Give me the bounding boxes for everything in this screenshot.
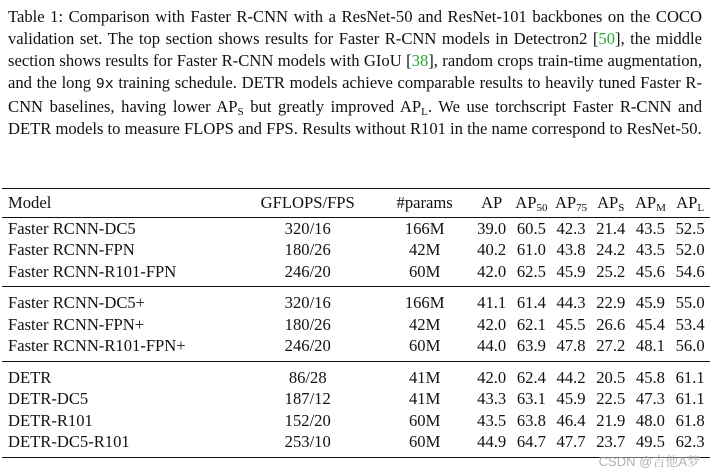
cell-apm: 45.8 [635,367,665,387]
cell-ap50: 61.0 [516,240,546,259]
header-apl [670,189,710,218]
cell-apm: 49.5 [635,432,665,451]
cell-ap75: 47.8 [556,336,586,355]
cell-ap50: 62.1 [516,314,546,334]
cell-model: Faster RCNN-R101-FPN+ [8,336,186,355]
cell-aps: 21.4 [596,218,626,238]
cell-apl: 53.4 [675,314,705,334]
caption-text-4: training schedule. DETR models achieve comparable results to heavily tuned Faster R-CNN baselines, having lower AP [8,73,702,116]
table-row [2,261,710,287]
cell-ap: 44.9 [477,432,507,451]
header-ap50-sub: 50 [536,202,548,214]
cell-model: Faster RCNN-R101-FPN [8,261,177,281]
cell-ap75: 46.4 [556,410,586,430]
csdn-watermark: CSDN @吉他A梦 [599,451,700,470]
header-ap: AP [481,193,503,212]
cell-ap50: 60.5 [516,218,546,238]
cell-params: 60M [408,410,441,430]
cell-params: 60M [408,261,441,281]
cell-ap: 42.0 [477,261,507,281]
cell-apl: 52.5 [675,218,705,238]
cell-model: Faster RCNN-FPN [8,240,135,259]
cell-ap50: 63.1 [516,389,546,408]
cell-apm: 45.9 [635,293,665,312]
header-ap75 [551,189,591,218]
cell-params: 60M [408,432,441,451]
cell-params: 166M [404,293,445,312]
cell-ap75: 45.9 [556,261,586,281]
header-aps-base: AP [597,193,619,212]
cell-apm: 48.1 [635,336,665,355]
cell-apl: 61.1 [675,367,705,387]
citation-link-50[interactable]: 50 [598,29,615,48]
table-section-detr [2,361,710,457]
cell-apl: 61.8 [675,410,705,430]
caption-text-5: but greatly improved AP [243,97,422,116]
cell-ap75: 47.7 [556,432,586,451]
cell-ap75: 42.3 [556,218,586,238]
cell-ap50: 62.5 [516,261,546,281]
table-row [2,314,710,336]
cell-gflops: 320/16 [284,218,331,238]
cell-gflops: 246/20 [284,261,331,281]
citation-link-38[interactable]: 38 [411,51,429,70]
cell-gflops: 246/20 [284,336,331,355]
cell-ap50: 63.8 [516,410,546,430]
cell-ap: 43.5 [477,410,507,430]
cell-apm: 45.4 [635,314,665,334]
table-row [2,239,710,261]
cell-apl: 62.3 [675,432,705,451]
cell-gflops: 253/10 [284,432,331,451]
cell-gflops: 187/12 [284,389,331,408]
header-model: Model [8,193,52,212]
table-caption [8,6,702,140]
caption-sub-s: S [237,106,244,118]
cell-aps: 22.9 [596,293,626,312]
cell-model: DETR [8,367,52,387]
cell-aps: 22.5 [596,389,626,408]
cell-ap50: 64.7 [516,432,546,451]
results-table [2,188,710,458]
cell-model: Faster RCNN-FPN+ [8,314,145,334]
cell-gflops: 180/26 [284,314,331,334]
cell-ap: 42.0 [477,367,507,387]
cell-ap75: 44.3 [556,293,586,312]
cell-aps: 21.9 [596,410,626,430]
header-apm-base: AP [634,193,657,212]
header-apm [631,189,671,218]
cell-params: 42M [408,314,441,334]
cell-ap: 39.0 [477,218,507,238]
cell-model: Faster RCNN-DC5 [8,218,136,238]
cell-apm: 43.5 [635,240,665,259]
cell-ap75: 45.5 [556,314,586,334]
cell-aps: 24.2 [596,240,626,259]
cell-params: 60M [408,336,441,355]
caption-sub-l: L [421,106,428,118]
caption-text-1: Table 1: Comparison with Faster R-CNN with a ResNet-50 and ResNet-101 backbones on the COCO validation set. The top section shows results for Faster R-CNN models in Detectron2 [ [8,7,702,48]
table-row [2,287,710,314]
cell-apm: 48.0 [635,410,665,430]
cell-model: DETR-DC5-R101 [8,432,130,451]
table-row [2,410,710,432]
cell-params: 41M [408,367,441,387]
header-apl-sub: L [697,202,705,214]
cell-ap50: 62.4 [516,367,546,387]
cell-params: 166M [404,218,445,238]
cell-ap50: 61.4 [516,293,546,312]
cell-apm: 43.5 [635,218,665,238]
cell-apm: 45.6 [635,261,665,281]
cell-ap75: 45.9 [556,389,586,408]
table-row [2,361,710,388]
caption-text-2: ], the middle section shows results for Faster R-CNN models with GIoU [ [8,29,702,70]
header-aps-sub: S [618,202,625,214]
header-gflops-fps: GFLOPS/FPS [260,193,355,212]
cell-gflops: 152/20 [284,410,331,430]
cell-gflops: 86/28 [288,367,327,387]
cell-aps: 23.7 [596,432,626,451]
cell-aps: 20.5 [596,367,626,387]
cell-apl: 52.0 [675,240,705,259]
cell-model: Faster RCNN-DC5+ [8,293,146,312]
header-apl-base: AP [676,193,698,212]
caption-text-3: ], random crops train-time augmentation, and the long [8,51,703,92]
cell-aps: 27.2 [596,336,626,355]
cell-ap75: 44.2 [556,367,586,387]
cell-ap: 41.1 [477,293,507,312]
cell-aps: 25.2 [596,261,626,281]
cell-ap50: 63.9 [516,336,546,355]
table-row [2,335,710,361]
header-ap50 [512,189,552,218]
header-apm-sub: M [656,202,666,214]
cell-apl: 54.6 [675,261,705,281]
table-row [2,388,710,410]
header-ap75-sub: 75 [576,202,588,214]
cell-params: 42M [408,240,441,259]
cell-apl: 55.0 [675,293,705,312]
caption-text-6: . We use torchscript Faster R-CNN and DETR models to measure FLOPS and FPS. Results without R101 in the name correspond to ResNet-50. [8,97,702,138]
cell-model: DETR-R101 [8,410,93,430]
cell-gflops: 320/16 [284,293,331,312]
table-section-faster-rcnn-plus [2,287,710,362]
cell-ap: 40.2 [477,240,507,259]
cell-model: DETR-DC5 [8,389,89,408]
header-ap75-base: AP [554,193,577,212]
cell-apl: 61.1 [675,389,705,408]
cell-gflops: 180/26 [284,240,331,259]
cell-apm: 47.3 [635,389,665,408]
cell-ap: 44.0 [477,336,507,355]
cell-ap75: 43.8 [556,240,586,259]
header-params: #params [396,193,453,212]
cell-apl: 56.0 [675,336,705,355]
header-aps [591,189,631,218]
table-section-faster-rcnn [2,217,710,287]
table-row [2,217,710,239]
caption-code-9x: 9x [95,76,114,93]
table-header-row [2,189,710,218]
cell-params: 41M [408,389,441,408]
cell-ap: 43.3 [477,389,507,408]
header-ap50-base: AP [515,193,537,212]
cell-ap: 42.0 [477,314,507,334]
cell-aps: 26.6 [596,314,626,334]
